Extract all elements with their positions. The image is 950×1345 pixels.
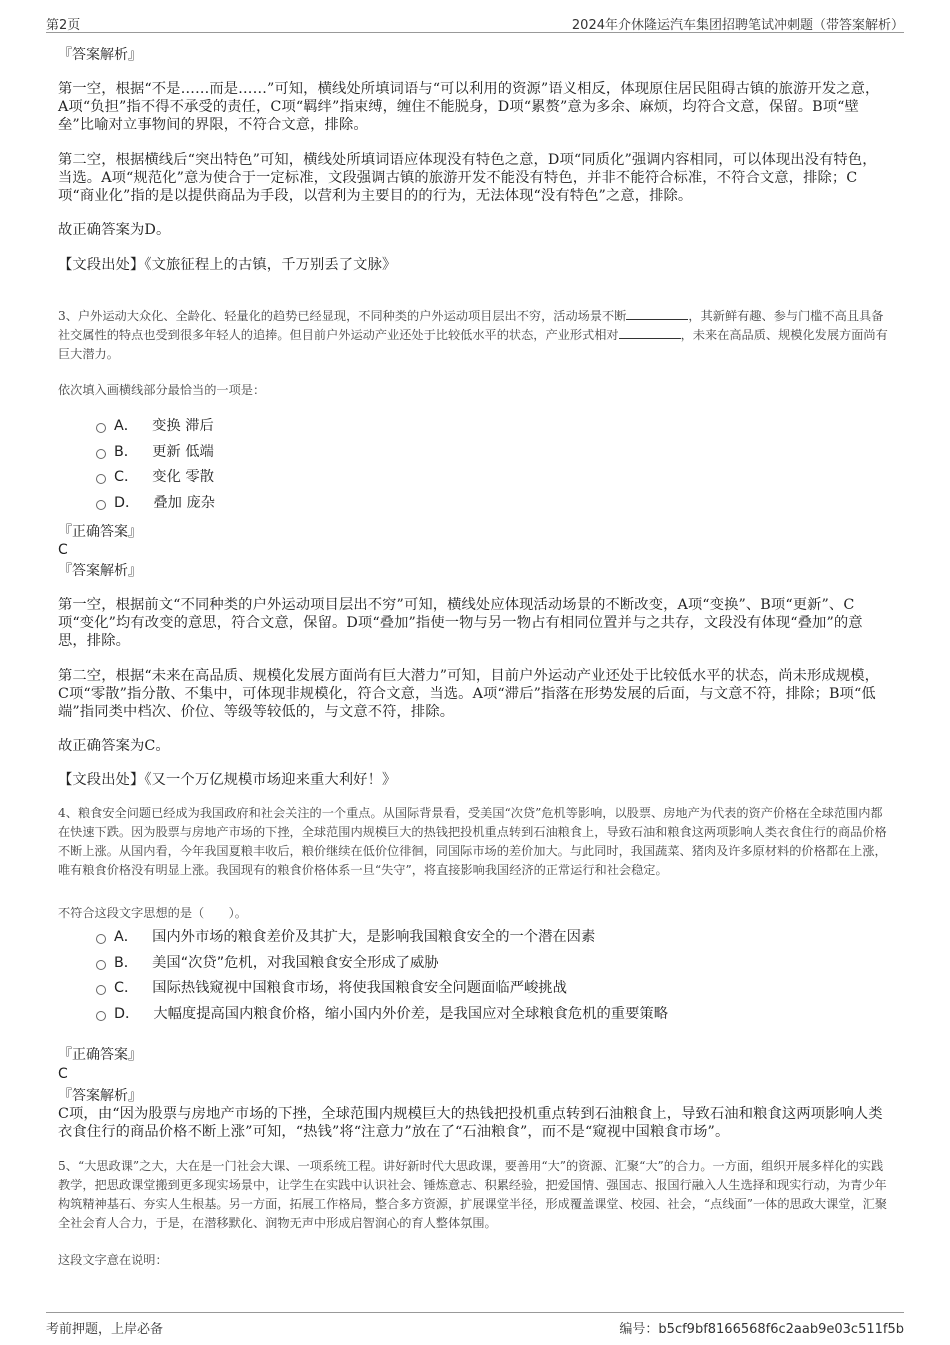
q3-blank-1 (626, 307, 688, 320)
q4-option-a[interactable]: A． 国内外市场的粮食差价及其扩大，是影响我国粮食安全的一个潜在因素 (96, 928, 595, 946)
q3-prompt: 依次填入画横线部分最恰当的一项是： (58, 383, 266, 397)
footer-serial: 编号：b5cf9bf8166568f6c2aab9e03c511f5b (619, 1322, 904, 1337)
q3-option-b[interactable]: B． 更新 低端 (96, 443, 214, 461)
q3-stem: 3、户外运动大众化、全龄化、轻量化的趋势已经显现，不同种类的户外运动项目层出不穷，活动场景不断 ，其新鲜有趣、参与门槛不高且具备社交属性的特点也受到很多年轻人的追捧。但目前户外运动产业还处于比较低水平的状态，产业形式相对 ，未来在高品质、规模化发展方面尚有巨大潜力。 (58, 309, 888, 361)
radio-icon[interactable] (96, 449, 106, 459)
q4-answer: C (58, 1066, 68, 1082)
q3-analysis-p1: 第一空，根据前文“不同种类的户外运动项目层出不穷”可知，横线处应体现活动场景的不断改变，A项“变换”、B项“更新”、C项“变化”均有改变的意思，符合文意，保留。D项“叠加”指使一物与另一物占有相同位置并与之共存，文段没有体现“叠加”的意思，排除。 (58, 597, 863, 649)
q4-prompt: 不符合这段文字思想的是（ ）。 (58, 906, 247, 920)
q2-analysis-p1: 第一空，根据“不是……而是……”可知，横线处所填词语与“可以利用的资源”语义相反，体现原住居民阻碍古镇的旅游开发之意，A项“负担”指不得不承受的责任，C项“羁绊”指束缚，缠住不能脱身，D项“累赘”意为多余、麻烦，均符合文意，保留。B项“壁垒”比喻对立事物间的界限，不符合文意，排除。 (58, 81, 880, 133)
q4-analysis-p1: C项，由“因为股票与房地产市场的下挫，全球范围内规模巨大的热钱把投机重点转到石油粮食上，导致石油和粮食这两项影响人类衣食住行的商品价格不断上涨”可知，“热钱”将“注意力”放在了“石油粮食”，而不是“窥视中国粮食市场”。 (58, 1106, 883, 1140)
q5-prompt: 这段文字意在说明： (58, 1253, 168, 1267)
radio-icon[interactable] (96, 500, 106, 510)
q3-answer: C (58, 542, 68, 558)
q3-source: 【文段出处】《又一个万亿规模市场迎来重大利好！》 (58, 772, 397, 788)
q3-blank-2 (619, 326, 681, 339)
radio-icon[interactable] (96, 1011, 106, 1021)
q3-conclusion: 故正确答案为C。 (58, 738, 170, 754)
q3-analysis-label: 『答案解析』 (58, 563, 142, 579)
radio-icon[interactable] (96, 934, 106, 944)
q4-option-b[interactable]: B． 美国“次贷”危机，对我国粮食安全形成了威胁 (96, 954, 439, 972)
q4-option-d[interactable]: D． 大幅度提高国内粮食价格，缩小国内外价差，是我国应对全球粮食危机的重要策略 (96, 1005, 668, 1023)
radio-icon[interactable] (96, 474, 106, 484)
q3-option-a[interactable]: A． 变换 滞后 (96, 417, 214, 435)
page-header (46, 10, 904, 33)
q2-analysis-label: 『答案解析』 (58, 47, 142, 63)
q3-correct-label: 『正确答案』 (58, 524, 142, 540)
q5-stem: 5、“大思政课”之大，大在是一门社会大课、一项系统工程。讲好新时代大思政课，要善用“大”的资源、汇聚“大”的合力。一方面，组织开展多样化的实践教学，把思政课堂搬到更多现实场景中，让学生在实践中认识社会、锤炼意志、积累经验，把爱国情、强国志、报国行融入人生选择和现实行动，为青少年构筑精神基石、夯实人生根基。另一方面，拓展工作格局，整合多方资源，扩展课堂半径，形成覆盖课堂、校园、社会，“点线面”一体的思政大课堂，汇聚全社会育人合力，于是，在潜移默化、润物无声中形成启智润心的育人整体氛围。 (58, 1159, 888, 1230)
q2-conclusion: 故正确答案为D。 (58, 222, 171, 238)
q3-analysis-p2: 第二空，根据“未来在高品质、规模化发展方面尚有巨大潜力”可知，目前户外运动产业还处于比较低水平的状态，尚未形成规模，C项“零散”指分散、不集中，可体现非规模化，符合文意，当选。A项“滞后”指落在形势发展的后面，与文意不符，排除；B项“低端”指同类中档次、价位、等级等较低的，与文意不符，排除。 (58, 668, 880, 720)
q2-source: 【文段出处】《文旅征程上的古镇，千万别丢了文脉》 (58, 257, 397, 273)
q4-analysis-label: 『答案解析』 (58, 1088, 142, 1104)
radio-icon[interactable] (96, 960, 106, 970)
radio-icon[interactable] (96, 985, 106, 995)
footer-slogan: 考前押题，上岸必备 (46, 1322, 164, 1337)
radio-icon[interactable] (96, 423, 106, 433)
q4-correct-label: 『正确答案』 (58, 1047, 142, 1063)
q4-option-c[interactable]: C． 国际热钱窥视中国粮食市场，将使我国粮食安全问题面临严峻挑战 (96, 979, 567, 997)
q3-option-d[interactable]: D． 叠加 庞杂 (96, 494, 215, 512)
document-title: 2024年介休隆运汽车集团招聘笔试冲刺题（带答案解析） (571, 18, 904, 33)
page-number: 第2页 (46, 18, 81, 33)
q3-option-c[interactable]: C． 变化 零散 (96, 468, 214, 486)
page-footer (46, 1312, 904, 1335)
q4-stem: 4、粮食安全问题已经成为我国政府和社会关注的一个重点。从国际背景看，受美国“次贷”危机等影响，以股票、房地产为代表的资产价格在全球范围内都在快速下跌。因为股票与房地产市场的下挫，全球范围内规模巨大的热钱把投机重点转到石油粮食上，导致石油和粮食这两项影响人类衣食住行的商品价格不断上涨。从国内看，今年我国夏粮丰收后，粮价继续在低价位徘徊，同国际市场的差价加大。与此同时，我国蔬菜、猪肉及许多原材料的价格都在上涨，唯有粮食价格没有明显上涨。我国现有的粮食价格体系一旦“失守”，将直接影响我国经济的正常运行和社会稳定。 (58, 806, 887, 877)
q2-analysis-p2: 第二空，根据横线后“突出特色”可知，横线处所填词语应体现没有特色之意，D项“同质化”强调内容相同，可以体现出没有特色，当选。A项“规范化”意为使合于一定标准，文段强调古镇的旅游开发不能没有特色，并非不能符合标准，不符合文意，排除；C项“商业化”指的是以提供商品为手段，以营利为主要目的的行为，无法体现“没有特色”之意，排除。 (58, 152, 877, 204)
